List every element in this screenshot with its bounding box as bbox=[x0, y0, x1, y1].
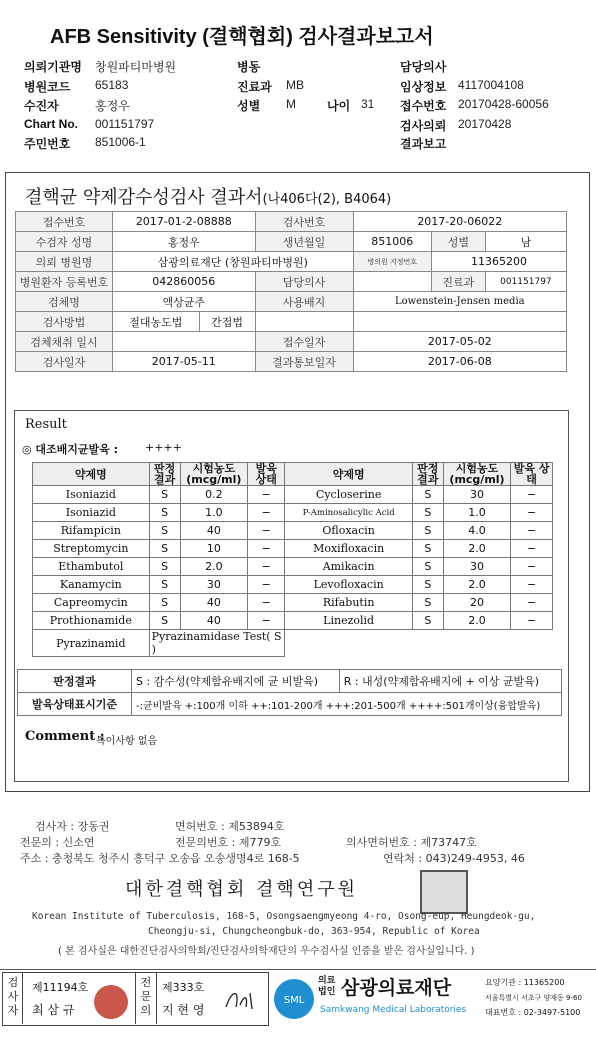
sex-label: 성별 bbox=[237, 99, 261, 113]
conc-value: 2.0 bbox=[443, 540, 510, 558]
hospital-code-label: 병원코드 bbox=[24, 80, 71, 94]
org-address: 서울특별시 서초구 양재동 9-60 bbox=[485, 994, 582, 1002]
request-date-value: 20170428 bbox=[458, 117, 512, 131]
drug-table bbox=[32, 462, 553, 657]
growth-value: − bbox=[511, 504, 553, 522]
info-value: Lowenstein-Jensen media bbox=[353, 292, 566, 312]
growth-value: − bbox=[248, 540, 285, 558]
info-value: 삼광의료재단 (창원파티마병원) bbox=[113, 252, 354, 272]
info-value: 2017-05-11 bbox=[113, 352, 256, 372]
judge-value: S bbox=[149, 504, 180, 522]
judge-value: S bbox=[412, 594, 443, 612]
info-label: 진료과 bbox=[431, 272, 485, 292]
conc-value: 40 bbox=[180, 522, 247, 540]
report-subtitle: (나406다(2), B4064) bbox=[262, 192, 392, 207]
divider bbox=[22, 972, 23, 1024]
control-label: ◎ 대조배지균발육 : bbox=[22, 443, 119, 456]
divider bbox=[156, 972, 157, 1024]
address: 주소 : 충청북도 청주시 흥덕구 오송읍 오송생명4로 168-5 bbox=[20, 852, 300, 865]
conc-value: 4.0 bbox=[443, 522, 510, 540]
resident-no-value: 851006-1 bbox=[95, 135, 146, 149]
info-label: 수검자 성명 bbox=[16, 232, 113, 252]
info-value: 851006 bbox=[353, 232, 431, 252]
growth-value: − bbox=[248, 594, 285, 612]
drug-name: Amikacin bbox=[285, 558, 412, 576]
growth-value: − bbox=[248, 612, 285, 630]
conc-value: 40 bbox=[180, 594, 247, 612]
drug-name: Cycloserine bbox=[285, 486, 412, 504]
doctor-license: 의사면허번호 : 제73747호 bbox=[346, 836, 477, 849]
contact: 연락처 : 043)249-4953, 46 bbox=[383, 852, 525, 865]
info-label: 담당의사 bbox=[255, 272, 353, 292]
drug-name: Ethambutol bbox=[33, 558, 150, 576]
drug-name: Isoniazid bbox=[33, 504, 150, 522]
comment-text: 특이사항 없음 bbox=[96, 736, 158, 747]
clinical-info-value: 4117004108 bbox=[458, 78, 524, 92]
drug-name: Streptomycin bbox=[33, 540, 150, 558]
info-label: 검사일자 bbox=[16, 352, 113, 372]
receipt-no-label: 접수번호 bbox=[400, 99, 447, 113]
tester-license: 면허번호 : 제53894호 bbox=[175, 820, 285, 833]
sex-value: M bbox=[286, 97, 296, 111]
conc-value: 30 bbox=[180, 576, 247, 594]
doctor-label: 담당의사 bbox=[400, 60, 447, 74]
growth-value: − bbox=[511, 486, 553, 504]
org-en: Samkwang Medical Laboratories bbox=[320, 1005, 467, 1015]
info-value: 2017-20-06022 bbox=[353, 212, 566, 232]
org-code: 요양기관 : 11365200 bbox=[485, 978, 565, 987]
control-value: ++++ bbox=[145, 441, 182, 454]
comment-label: Comment : bbox=[25, 729, 105, 744]
pza-empty bbox=[285, 630, 553, 657]
drug-name: Kanamycin bbox=[33, 576, 150, 594]
request-date-label: 검사의뢰 bbox=[400, 119, 447, 133]
col-drug: 약제명 bbox=[33, 463, 150, 486]
patient-label: 수진자 bbox=[24, 99, 59, 113]
info-label: 결과통보일자 bbox=[255, 352, 353, 372]
drug-name: P-Aminosalicylic Acid bbox=[285, 504, 412, 522]
col-judge: 판정 결과 bbox=[412, 463, 443, 486]
info-value: 2017-05-02 bbox=[353, 332, 566, 352]
info-label: 검체채취 일시 bbox=[16, 332, 113, 352]
drug-name: Rifabutin bbox=[285, 594, 412, 612]
table-row bbox=[33, 540, 553, 558]
drug-name: Rifampicin bbox=[33, 522, 150, 540]
info-label: 생년월일 bbox=[255, 232, 353, 252]
info-empty bbox=[255, 312, 353, 332]
pza-value: Pyrazinamidase Test( S ) bbox=[149, 630, 285, 657]
judge-table bbox=[17, 669, 562, 716]
growth-value: − bbox=[248, 522, 285, 540]
info-value bbox=[113, 332, 256, 352]
info-empty bbox=[353, 312, 566, 332]
info-value: 남 bbox=[485, 232, 566, 252]
table-row bbox=[33, 558, 553, 576]
info-value: 001151797 bbox=[485, 272, 566, 292]
institute-seal-icon bbox=[420, 870, 468, 914]
signature-icon bbox=[222, 985, 258, 1015]
conc-value: 20 bbox=[443, 594, 510, 612]
col-conc: 시험농도 (mcg/ml) bbox=[180, 463, 247, 486]
info-label: 의뢰 병원명 bbox=[16, 252, 113, 272]
judge-value: S bbox=[149, 576, 180, 594]
hospital-code-value: 65183 bbox=[95, 78, 129, 92]
conc-value: 30 bbox=[443, 558, 510, 576]
ward-label: 병동 bbox=[237, 60, 261, 74]
judge-value: S bbox=[149, 522, 180, 540]
judge-value: S bbox=[412, 486, 443, 504]
growth-value: − bbox=[248, 504, 285, 522]
hospital-name-value: 창원파티마병원 bbox=[95, 60, 177, 74]
tester-tag: 검사자 bbox=[7, 976, 19, 1017]
result-label: Result bbox=[25, 417, 67, 432]
chart-no-value: 001151797 bbox=[95, 117, 155, 131]
divider bbox=[135, 972, 136, 1024]
sml-logo-text: SML bbox=[283, 995, 305, 1006]
judge-value: S bbox=[412, 540, 443, 558]
sml-logo-icon bbox=[272, 976, 316, 1022]
info-label: 검사번호 bbox=[255, 212, 353, 232]
conc-value: 2.0 bbox=[443, 576, 510, 594]
institute-kr: 대한결핵협회 결핵연구원 bbox=[125, 879, 358, 900]
dept-value: MB bbox=[286, 78, 304, 92]
info-value: 042860056 bbox=[113, 272, 256, 292]
specialist-no-footer: 제333호 bbox=[162, 981, 205, 994]
report-title bbox=[25, 183, 391, 209]
hospital-name-label: 의뢰기관명 bbox=[24, 60, 82, 74]
info-label: 사용배지 bbox=[255, 292, 353, 312]
table-row bbox=[33, 486, 553, 504]
org-small: 의료법인 bbox=[318, 976, 336, 997]
conc-value: 40 bbox=[180, 612, 247, 630]
judge-value: S bbox=[412, 558, 443, 576]
info-label: 병원환자 등록번호 bbox=[16, 272, 113, 292]
chart-no-label: Chart No. bbox=[24, 117, 78, 131]
judge-s: S : 감수성(약제함유배지에 균 비발육) bbox=[132, 670, 340, 693]
col-judge: 판정 결과 bbox=[149, 463, 180, 486]
specialist-tag: 전문의 bbox=[140, 976, 152, 1017]
conc-value: 10 bbox=[180, 540, 247, 558]
growth-value: − bbox=[248, 558, 285, 576]
judge-value: S bbox=[149, 540, 180, 558]
growth-value: − bbox=[511, 522, 553, 540]
growth-value: − bbox=[511, 594, 553, 612]
growth-value: − bbox=[511, 558, 553, 576]
info-label: 병의원 지정번호 bbox=[353, 252, 431, 272]
info-value bbox=[353, 272, 431, 292]
conc-value: 1.0 bbox=[180, 504, 247, 522]
resident-no-label: 주민번호 bbox=[24, 137, 71, 151]
specialist: 전문의 : 신소연 bbox=[20, 836, 95, 849]
growth-value: − bbox=[511, 612, 553, 630]
institute-en-2: Cheongju-si, Chungcheongbuk-do, 363-954, Republic of Korea bbox=[148, 926, 480, 937]
info-label: 검사방법 bbox=[16, 312, 113, 332]
judge-value: S bbox=[149, 558, 180, 576]
specialist-no: 전문의번호 : 제779호 bbox=[175, 836, 282, 849]
growth-text: -:균비발육 +:100개 이하 ++:101-200개 +++:201-500개 ++++:501개이상(융합발육) bbox=[132, 693, 562, 716]
table-row bbox=[33, 522, 553, 540]
page-title: AFB Sensitivity (결핵협회) 검사결과보고서 bbox=[50, 26, 434, 48]
col-growth: 발육 상태 bbox=[248, 463, 285, 486]
drug-name: Levofloxacin bbox=[285, 576, 412, 594]
info-value: 2017-06-08 bbox=[353, 352, 566, 372]
judge-value: S bbox=[412, 504, 443, 522]
conc-value: 0.2 bbox=[180, 486, 247, 504]
tester-seal-icon bbox=[94, 985, 128, 1019]
table-row bbox=[33, 576, 553, 594]
report-title-text: 결핵균 약제감수성검사 결과서 bbox=[25, 187, 263, 208]
drug-name: Isoniazid bbox=[33, 486, 150, 504]
info-value: 액상균주 bbox=[113, 292, 256, 312]
patient-value: 홍정우 bbox=[95, 99, 130, 113]
growth-value: − bbox=[511, 576, 553, 594]
growth-value: − bbox=[511, 540, 553, 558]
judge-value: S bbox=[412, 612, 443, 630]
clinical-info-label: 임상정보 bbox=[400, 80, 447, 94]
tester-no: 제11194호 bbox=[32, 981, 89, 994]
info-value: 11365200 bbox=[431, 252, 566, 272]
col-conc: 시험농도 (mcg/ml) bbox=[443, 463, 510, 486]
specialist-name: 지 현 영 bbox=[162, 1003, 205, 1017]
table-row bbox=[33, 594, 553, 612]
age-value: 31 bbox=[361, 97, 375, 111]
growth-label: 발육상태표시기준 bbox=[18, 693, 132, 716]
col-drug: 약제명 bbox=[285, 463, 412, 486]
conc-value: 30 bbox=[443, 486, 510, 504]
judge-value: S bbox=[149, 594, 180, 612]
org-phone: 대표번호 : 02-3497-5100 bbox=[485, 1008, 581, 1017]
age-label: 나이 bbox=[327, 99, 351, 113]
drug-name: Moxifloxacin bbox=[285, 540, 412, 558]
notice: ( 본 검사실은 대한진단검사의학회/진단검사의학재단의 우수검사실 인증을 받은 검사실입니다. ) bbox=[58, 946, 475, 957]
tester: 검사자 : 장동권 bbox=[35, 820, 110, 833]
conc-value: 2.0 bbox=[180, 558, 247, 576]
judge-label: 판정결과 bbox=[18, 670, 132, 693]
drug-name: Capreomycin bbox=[33, 594, 150, 612]
report-label: 결과보고 bbox=[400, 137, 447, 151]
table-row bbox=[33, 612, 553, 630]
col-growth: 발육 상태 bbox=[511, 463, 553, 486]
info-table bbox=[15, 211, 567, 372]
info-value: 간접법 bbox=[199, 312, 255, 332]
judge-value: S bbox=[412, 522, 443, 540]
info-value: 2017-01-2-08888 bbox=[113, 212, 256, 232]
receipt-no-value: 20170428-60056 bbox=[458, 97, 549, 111]
info-value: 홍정우 bbox=[113, 232, 256, 252]
org-name: 삼광의료재단 bbox=[341, 977, 452, 999]
judge-value: S bbox=[412, 576, 443, 594]
info-label: 성별 bbox=[431, 232, 485, 252]
tester-name: 최 삼 규 bbox=[32, 1003, 75, 1017]
drug-name: Ofloxacin bbox=[285, 522, 412, 540]
info-label: 접수일자 bbox=[255, 332, 353, 352]
drug-name: Linezolid bbox=[285, 612, 412, 630]
conc-value: 2.0 bbox=[443, 612, 510, 630]
institute-en-1: Korean Institute of Tuberculosis, 168-5, Osongsaengmyeong 4-ro, Osong-eup, Heungdeok-gu, bbox=[32, 911, 536, 922]
judge-r: R : 내성(약제함유배지에 + 이상 균발육) bbox=[339, 670, 561, 693]
conc-value: 1.0 bbox=[443, 504, 510, 522]
growth-value: − bbox=[248, 576, 285, 594]
judge-value: S bbox=[149, 486, 180, 504]
info-label: 접수번호 bbox=[16, 212, 113, 232]
info-label: 검체명 bbox=[16, 292, 113, 312]
info-value: 절대농도법 bbox=[113, 312, 200, 332]
growth-value: − bbox=[248, 486, 285, 504]
table-row bbox=[33, 504, 553, 522]
dept-label: 진료과 bbox=[237, 80, 272, 94]
judge-value: S bbox=[149, 612, 180, 630]
pza-name: Pyrazinamid bbox=[33, 630, 150, 657]
drug-name: Prothionamide bbox=[33, 612, 150, 630]
